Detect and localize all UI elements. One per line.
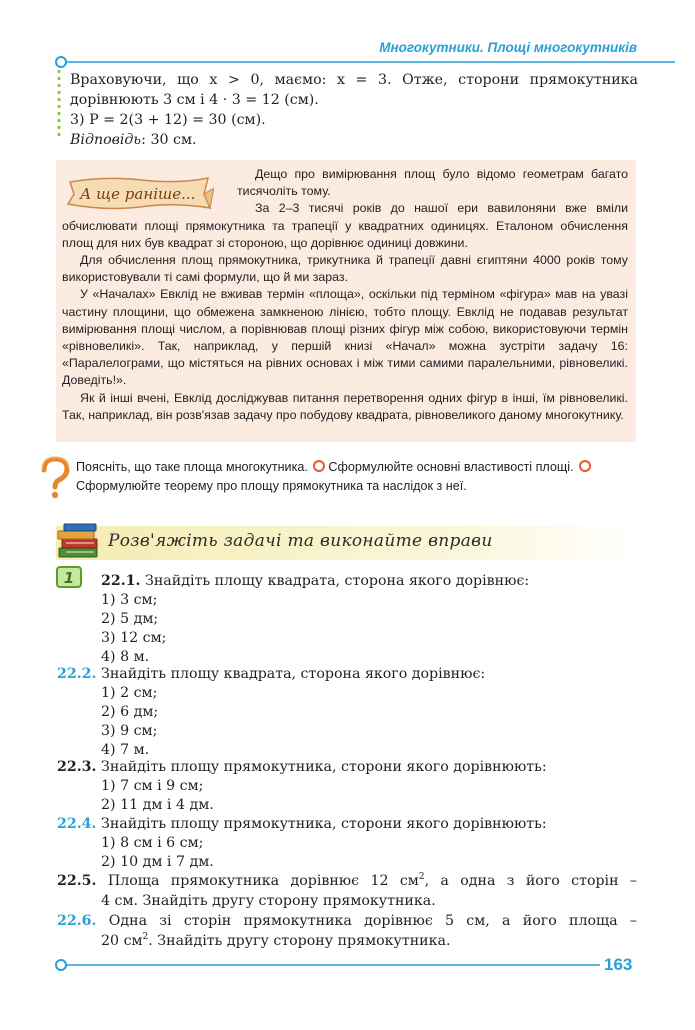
- answer-value: : 30 см.: [141, 132, 197, 148]
- ring-bullet-icon: [579, 460, 591, 472]
- exercise-22-6: [57, 911, 637, 951]
- exercise-22-4: [57, 814, 637, 872]
- exercise-item: 4) 8 м.: [101, 649, 150, 665]
- exercise-text-cont: , а одна з його сторін –: [424, 873, 637, 889]
- running-header: Многокутники. Площі многокутників: [379, 40, 637, 55]
- history-paragraph-5: Як й інші вчені, Евклід досліджував питання перетворення одних фігур в інші, їм рівновеликі. Так, наприклад, він розв'язав задачу про побудову квадрата, рівновеликого даному многокутнику.: [62, 390, 628, 422]
- history-paragraph-3: Для обчислення площ прямокутника, трикутника й трапеції давні єгиптяни 4000 років тому використовували ті самі формули, що й ми зараз.: [62, 253, 628, 285]
- footer-rule: [62, 964, 600, 966]
- page-number: 163: [604, 955, 633, 974]
- exercise-item: 2) 6 дм;: [101, 704, 159, 720]
- question-2: Сформулюйте основні властивості площі.: [328, 460, 574, 474]
- exercise-item: 1) 7 см і 9 см;: [101, 778, 204, 794]
- exercise-number: 22.1.: [101, 573, 141, 589]
- exercise-22-2: [57, 664, 637, 760]
- solution-continuation: [70, 70, 638, 150]
- exercise-number: 22.3.: [57, 759, 97, 775]
- exercise-item: 1) 8 см і 6 см;: [101, 835, 204, 851]
- history-paragraph-4: У «Началах» Евклід не вживав термін «площа», оскільки під терміном «фігура» мав на увазі частину площини, що обмежена замкненою лінією, тобто площу. Евклід не подавав результат вимірювання площі числом, а порівнював площі різних фігур між собою, використовуючи термін «рівновеликі». Так, наприклад, у першій книзі «Начал» можна зустріти задачу 16: «Паралелограми, що містяться на рівних основах і між тими самими паралельними, рівновеликі. Доведіть!».: [62, 287, 628, 388]
- solution-line-2: дорівнюють 3 см і 4 · 3 = 12 (см).: [70, 92, 319, 108]
- question-3: Сформулюйте теорему про площу прямокутника та наслідок з неї.: [76, 479, 467, 493]
- exercise-text: Одна зі сторін прямокутника дорівнює 5 см, а його площа –: [108, 913, 637, 929]
- exercise-item: 3) 12 см;: [101, 630, 167, 646]
- exercise-text-line-2: 4 см. Знайдіть другу сторону прямокутника.: [101, 893, 436, 909]
- exercise-text: Знайдіть площу квадрата, сторона якого дорівнює:: [101, 666, 486, 682]
- solution-line-3: 3) P = 2(3 + 12) = 30 (см).: [70, 112, 266, 128]
- review-questions: [76, 458, 638, 496]
- exercise-number: 22.6.: [57, 913, 97, 929]
- history-paragraph-1: Дещо про вимірювання площ було відомо геометрам багато тисячоліть тому.: [237, 167, 628, 199]
- solution-line-1: Враховуючи, що x > 0, маємо: x = 3. Отже, сторони прямокутника: [70, 72, 638, 88]
- exercise-text: Знайдіть площу квадрата, сторона якого дорівнює:: [145, 573, 530, 589]
- section-title: Розв'яжіть задачі та виконайте вправи: [108, 531, 493, 551]
- question-mark-icon: [38, 456, 72, 500]
- question-1: Поясніть, що таке площа многокутника.: [76, 460, 308, 474]
- exercise-22-1: [101, 571, 641, 667]
- superscript: 2: [142, 932, 149, 942]
- svg-text:1: 1: [63, 569, 75, 587]
- exercise-item: 2) 5 дм;: [101, 611, 159, 627]
- footer-rule-dot: [55, 959, 67, 971]
- exercise-text-line-2-cont: . Знайдіть другу сторону прямокутника.: [148, 933, 451, 949]
- exercise-item: 4) 7 м.: [101, 742, 150, 758]
- books-icon: [56, 520, 102, 562]
- exercise-item: 2) 11 дм і 4 дм.: [101, 797, 214, 813]
- exercise-22-3: [57, 757, 637, 815]
- exercise-22-5: [57, 871, 637, 911]
- header-rule: [60, 61, 675, 63]
- header-rule-dot: [55, 56, 67, 68]
- exercise-number: 22.4.: [57, 816, 97, 832]
- dotted-marker: [57, 68, 61, 140]
- answer-label: Відповідь: [70, 132, 142, 148]
- history-banner: [64, 174, 214, 212]
- exercise-text: Знайдіть площу прямокутника, сторони якого дорівнюють:: [101, 759, 547, 775]
- exercise-text: Площа прямокутника дорівнює 12 см: [107, 873, 419, 889]
- ring-bullet-icon: [313, 460, 325, 472]
- exercise-number: 22.5.: [57, 873, 97, 889]
- exercise-item: 1) 2 см;: [101, 685, 158, 701]
- exercise-item: 1) 3 см;: [101, 592, 158, 608]
- banner-label: А ще раніше...: [80, 185, 196, 203]
- level-1-icon: [56, 566, 82, 588]
- superscript: 2: [418, 872, 425, 882]
- exercise-item: 3) 9 см;: [101, 723, 158, 739]
- exercise-number: 22.2.: [57, 666, 97, 682]
- answer-line: [70, 130, 638, 150]
- exercise-item: 2) 10 дм і 7 дм.: [101, 854, 214, 870]
- exercise-text-line-2: 20 см: [101, 933, 143, 949]
- exercise-text: Знайдіть площу прямокутника, сторони якого дорівнюють:: [101, 816, 547, 832]
- history-paragraph-2: За 2–3 тисячі років до нашої ери вавилоняни вже вміли обчислювати площі прямокутника та трапеції у квадратних одиницях. Еталоном обчислення площ для них був квадрат зі стороною, що дорівнює одиниці довжини.: [62, 201, 628, 250]
